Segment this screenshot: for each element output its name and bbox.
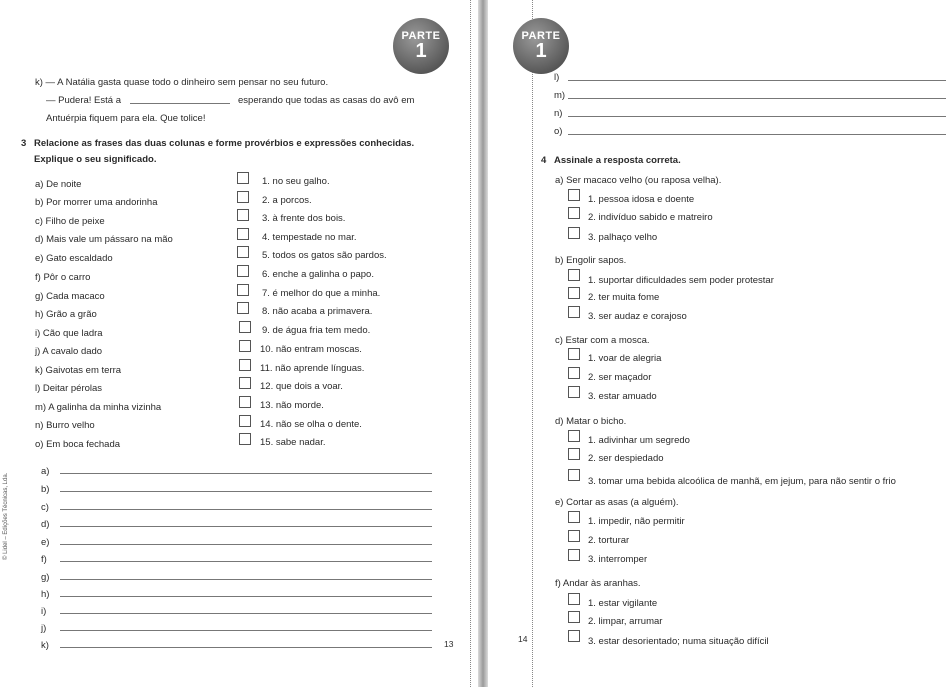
left-column-item: b) Por morrer uma andorinha xyxy=(35,197,158,208)
item-k-line1: k) — A Natália gasta quase todo o dinheiro sem pensar no seu futuro. xyxy=(35,77,329,88)
left-column-item: c) Filho de peixe xyxy=(35,216,105,227)
left-column-item: j) A cavalo dado xyxy=(35,346,103,357)
book-gutter xyxy=(478,0,488,687)
answer-line[interactable] xyxy=(60,630,432,631)
exercise-4-number: 4 xyxy=(541,155,547,166)
answer-label: h) xyxy=(41,589,50,600)
option-checkbox[interactable] xyxy=(568,269,580,281)
answer-label: b) xyxy=(41,484,50,495)
answer-line[interactable] xyxy=(568,80,946,81)
copyright-note: © Lidel – Edições Técnicas, Lda. xyxy=(3,472,9,560)
parte-badge xyxy=(393,18,449,74)
left-column-item: l) Deitar pérolas xyxy=(35,383,103,394)
match-checkbox[interactable] xyxy=(237,284,249,296)
page-number: 14 xyxy=(518,634,528,644)
option-checkbox[interactable] xyxy=(568,348,580,360)
exercise-3-number: 3 xyxy=(21,138,27,149)
question-prompt: e) Cortar as asas (a alguém). xyxy=(555,497,679,508)
left-column-item: h) Grão a grão xyxy=(35,309,97,320)
answer-label: g) xyxy=(41,572,50,583)
match-checkbox[interactable] xyxy=(239,321,251,333)
option-label: 2. ter muita fome xyxy=(588,292,660,303)
right-column-item: 4. tempestade no mar. xyxy=(262,232,357,243)
option-label: 2. limpar, arrumar xyxy=(588,616,663,627)
right-column-item: 1. no seu galho. xyxy=(262,176,330,187)
right-column-item: 8. não acaba a primavera. xyxy=(262,306,373,317)
match-checkbox[interactable] xyxy=(237,172,249,184)
match-checkbox[interactable] xyxy=(237,246,249,258)
answer-line[interactable] xyxy=(60,544,432,545)
left-column-item: d) Mais vale um pássaro na mão xyxy=(35,234,173,245)
option-checkbox[interactable] xyxy=(568,630,580,642)
badge-word: PARTE xyxy=(401,30,441,42)
option-checkbox[interactable] xyxy=(568,306,580,318)
answer-line[interactable] xyxy=(60,596,432,597)
match-checkbox[interactable] xyxy=(237,209,249,221)
right-column-item: 2. a porcos. xyxy=(262,195,312,206)
match-checkbox[interactable] xyxy=(239,396,251,408)
match-checkbox[interactable] xyxy=(239,433,251,445)
question-prompt: d) Matar o bicho. xyxy=(555,416,627,427)
right-column-item: 14. não se olha o dente. xyxy=(260,419,362,430)
right-column-item: 6. enche a galinha o papo. xyxy=(262,269,374,280)
answer-label: c) xyxy=(41,502,49,513)
answer-label: f) xyxy=(41,554,47,565)
option-label: 2. ser maçador xyxy=(588,372,652,383)
option-checkbox[interactable] xyxy=(568,430,580,442)
option-checkbox[interactable] xyxy=(568,511,580,523)
option-label: 1. adivinhar um segredo xyxy=(588,435,690,446)
left-column-item: f) Pôr o carro xyxy=(35,272,91,283)
option-label: 2. ser despiedado xyxy=(588,453,664,464)
question-prompt: a) Ser macaco velho (ou raposa velha). xyxy=(555,175,722,186)
answer-line[interactable] xyxy=(60,473,432,474)
option-label: 3. estar amuado xyxy=(588,391,657,402)
option-label: 3. ser audaz e corajoso xyxy=(588,311,687,322)
answer-line[interactable] xyxy=(60,647,432,648)
right-page xyxy=(488,0,948,687)
right-column-item: 11. não aprende línguas. xyxy=(260,363,365,374)
left-column-item: o) Em boca fechada xyxy=(35,439,121,450)
match-checkbox[interactable] xyxy=(237,191,249,203)
option-checkbox[interactable] xyxy=(568,530,580,542)
match-checkbox[interactable] xyxy=(239,359,251,371)
right-column-item: 15. sabe nadar. xyxy=(260,437,326,448)
option-checkbox[interactable] xyxy=(568,367,580,379)
option-checkbox[interactable] xyxy=(568,448,580,460)
answer-label: d) xyxy=(41,519,50,530)
option-label: 1. pessoa idosa e doente xyxy=(588,194,695,205)
question-prompt: f) Andar às aranhas. xyxy=(555,578,641,589)
match-checkbox[interactable] xyxy=(239,415,251,427)
answer-label: k) xyxy=(41,640,49,651)
item-k-blank[interactable] xyxy=(130,103,230,104)
option-label: 1. estar vigilante xyxy=(588,598,658,609)
right-column-item: 3. à frente dos bois. xyxy=(262,213,346,224)
option-label: 3. interromper xyxy=(588,554,648,565)
left-column-item: a) De noite xyxy=(35,179,82,190)
match-checkbox[interactable] xyxy=(237,228,249,240)
answer-line[interactable] xyxy=(60,613,432,614)
option-label: 1. suportar dificuldades sem poder protestar xyxy=(588,275,774,286)
answer-line[interactable] xyxy=(568,98,946,99)
option-checkbox[interactable] xyxy=(568,469,580,481)
right-column-item: 12. que dois a voar. xyxy=(260,381,343,392)
option-label: 3. estar desorientado; numa situação difícil xyxy=(588,636,769,647)
answer-line[interactable] xyxy=(60,526,432,527)
answer-label: m) xyxy=(554,90,566,101)
right-column-item: 10. não entram moscas. xyxy=(260,344,362,355)
answer-label: a) xyxy=(41,466,50,477)
answer-line[interactable] xyxy=(60,579,432,580)
item-k-line2-start: — Pudera! Está a xyxy=(46,95,121,106)
match-checkbox[interactable] xyxy=(239,340,251,352)
spine-dotted-line xyxy=(470,0,471,687)
option-checkbox[interactable] xyxy=(568,549,580,561)
parte-badge xyxy=(513,18,569,74)
answer-line[interactable] xyxy=(60,561,432,562)
right-column-item: 7. é melhor do que a minha. xyxy=(262,288,381,299)
left-column-item: g) Cada macaco xyxy=(35,291,105,302)
option-checkbox[interactable] xyxy=(568,611,580,623)
answer-label: l) xyxy=(554,72,560,83)
item-k-line2-end: esperando que todas as casas do avô em xyxy=(238,95,415,106)
option-label: 3. tomar uma bebida alcoólica de manhã, em jejum, para não sentir o frio xyxy=(588,476,896,487)
answer-line[interactable] xyxy=(568,116,946,117)
question-prompt: c) Estar com a mosca. xyxy=(555,335,650,346)
page-number: 13 xyxy=(444,639,454,649)
exercise-3-instruction-2: Explique o seu significado. xyxy=(34,154,157,165)
badge-number: 1 xyxy=(415,40,427,62)
answer-line[interactable] xyxy=(568,134,946,135)
right-column-item: 5. todos os gatos são pardos. xyxy=(262,250,387,261)
answer-label: j) xyxy=(41,623,47,634)
option-checkbox[interactable] xyxy=(568,227,580,239)
option-checkbox[interactable] xyxy=(568,386,580,398)
option-label: 2. torturar xyxy=(588,535,630,546)
left-column-item: m) A galinha da minha vizinha xyxy=(35,402,162,413)
option-checkbox[interactable] xyxy=(568,593,580,605)
badge-number: 1 xyxy=(535,40,547,62)
badge-word: PARTE xyxy=(521,30,561,42)
option-label: 1. impedir, não permitir xyxy=(588,516,685,527)
match-checkbox[interactable] xyxy=(237,265,249,277)
item-k-line3: Antuérpia fiquem para ela. Que tolice! xyxy=(46,113,206,124)
spine-dotted-line xyxy=(532,0,533,687)
left-column-item: e) Gato escaldado xyxy=(35,253,113,264)
left-column-item: i) Cão que ladra xyxy=(35,328,103,339)
answer-line[interactable] xyxy=(60,491,432,492)
answer-label: e) xyxy=(41,537,50,548)
option-label: 2. indivíduo sabido e matreiro xyxy=(588,212,713,223)
left-column-item: n) Burro velho xyxy=(35,420,95,431)
option-checkbox[interactable] xyxy=(568,207,580,219)
exercise-3-instruction: Relacione as frases das duas colunas e forme provérbios e expressões conhecidas. xyxy=(34,138,415,149)
answer-label: n) xyxy=(554,108,563,119)
answer-line[interactable] xyxy=(60,509,432,510)
option-label: 3. palhaço velho xyxy=(588,232,658,243)
option-checkbox[interactable] xyxy=(568,287,580,299)
question-prompt: b) Engolir sapos. xyxy=(555,255,627,266)
exercise-4-title: Assinale a resposta correta. xyxy=(554,155,681,166)
right-column-item: 9. de água fria tem medo. xyxy=(262,325,371,336)
option-checkbox[interactable] xyxy=(568,189,580,201)
match-checkbox[interactable] xyxy=(237,302,249,314)
left-column-item: k) Gaivotas em terra xyxy=(35,365,122,376)
answer-label: i) xyxy=(41,606,47,617)
right-column-item: 13. não morde. xyxy=(260,400,324,411)
match-checkbox[interactable] xyxy=(239,377,251,389)
answer-label: o) xyxy=(554,126,563,137)
option-label: 1. voar de alegria xyxy=(588,353,662,364)
